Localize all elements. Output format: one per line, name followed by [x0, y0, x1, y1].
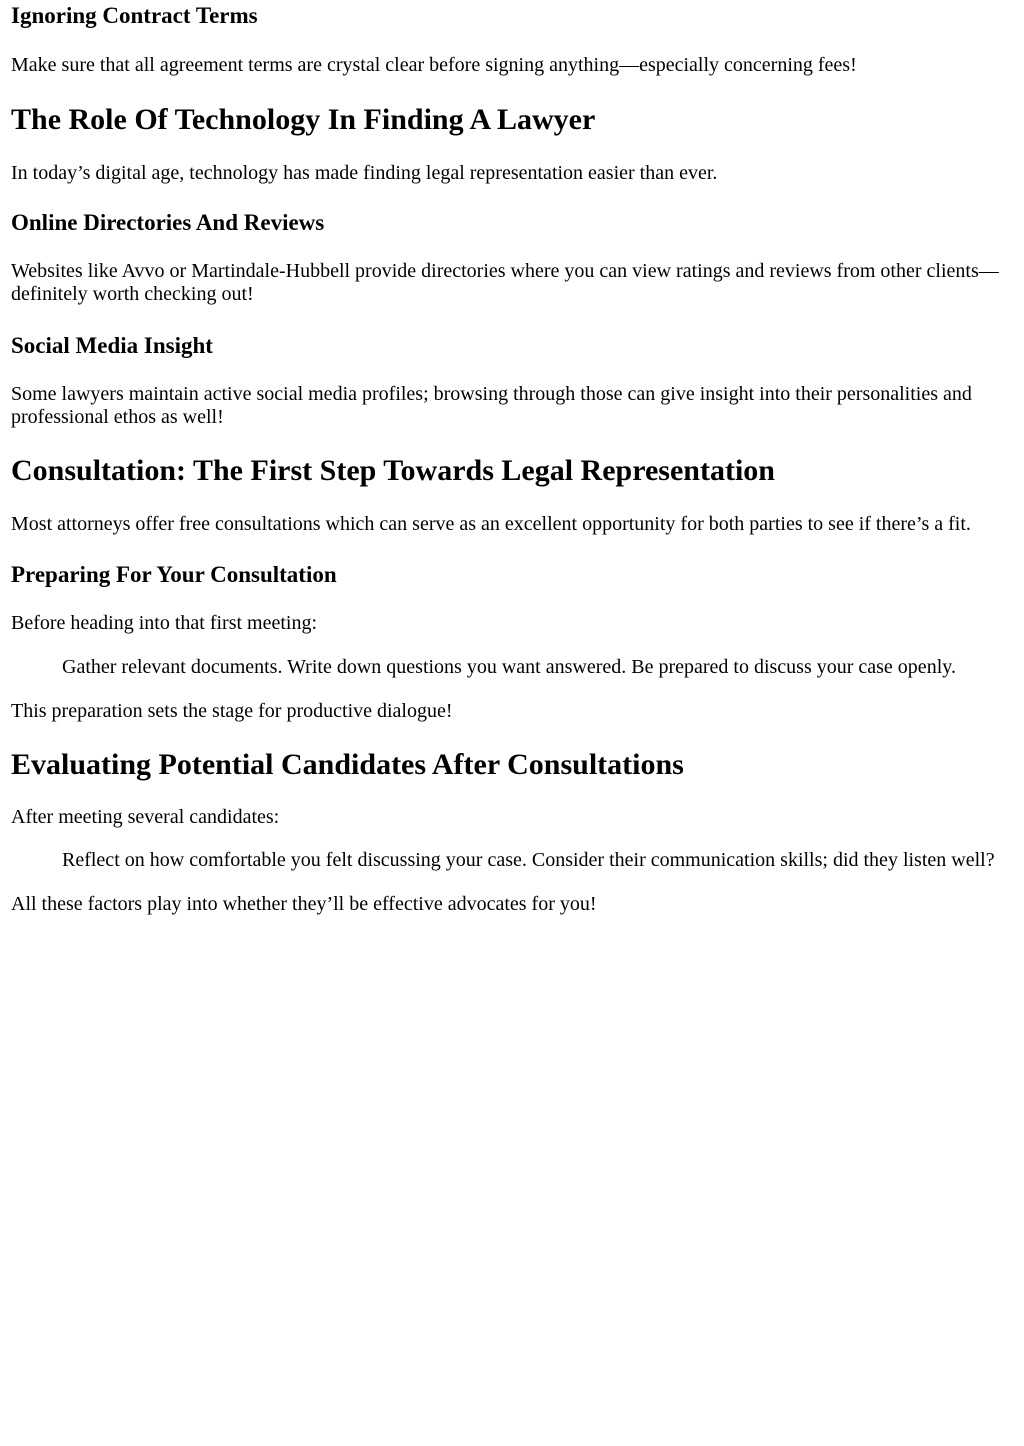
paragraph-evaluating-close: All these factors play into whether they’ll be effective advocates for you!: [11, 893, 597, 915]
paragraph-contract-terms: Make sure that all agreement terms are crystal clear before signing anything—especially concerning fees!: [11, 54, 857, 76]
heading-online-directories: Online Directories And Reviews: [11, 210, 325, 235]
paragraph-prep-close: This preparation sets the stage for productive dialogue!: [11, 700, 453, 722]
heading-ignoring-contract-terms: Ignoring Contract Terms: [11, 3, 258, 28]
paragraph-prep-lead: Before heading into that first meeting:: [11, 612, 318, 634]
blockquote-prep-steps: Gather relevant documents. Write down questions you want answered. Be prepared to discuss your case openly.: [62, 656, 956, 678]
heading-preparing-consultation: Preparing For Your Consultation: [11, 562, 337, 587]
heading-role-of-technology: The Role Of Technology In Finding A Lawyer: [11, 103, 596, 136]
paragraph-technology-intro: In today’s digital age, technology has made finding legal representation easier than ever.: [11, 162, 718, 184]
blockquote-evaluating-steps: Reflect on how comfortable you felt discussing your case. Consider their communication skills; did they listen well?: [62, 849, 995, 871]
paragraph-online-directories: Websites like Avvo or Martindale-Hubbell provide directories where you can view ratings and reviews from other clients—definitely worth checking out!: [11, 260, 999, 305]
heading-evaluating-candidates: Evaluating Potential Candidates After Consultations: [11, 748, 684, 781]
paragraph-social-media: Some lawyers maintain active social media profiles; browsing through those can give insight into their personalities and professional ethos as well!: [11, 383, 972, 428]
paragraph-evaluating-lead: After meeting several candidates:: [11, 806, 280, 828]
heading-consultation: Consultation: The First Step Towards Legal Representation: [11, 454, 775, 487]
paragraph-consultation-intro: Most attorneys offer free consultations which can serve as an excellent opportunity for both parties to see if there’s a fit.: [11, 513, 971, 535]
heading-social-media-insight: Social Media Insight: [11, 333, 213, 358]
